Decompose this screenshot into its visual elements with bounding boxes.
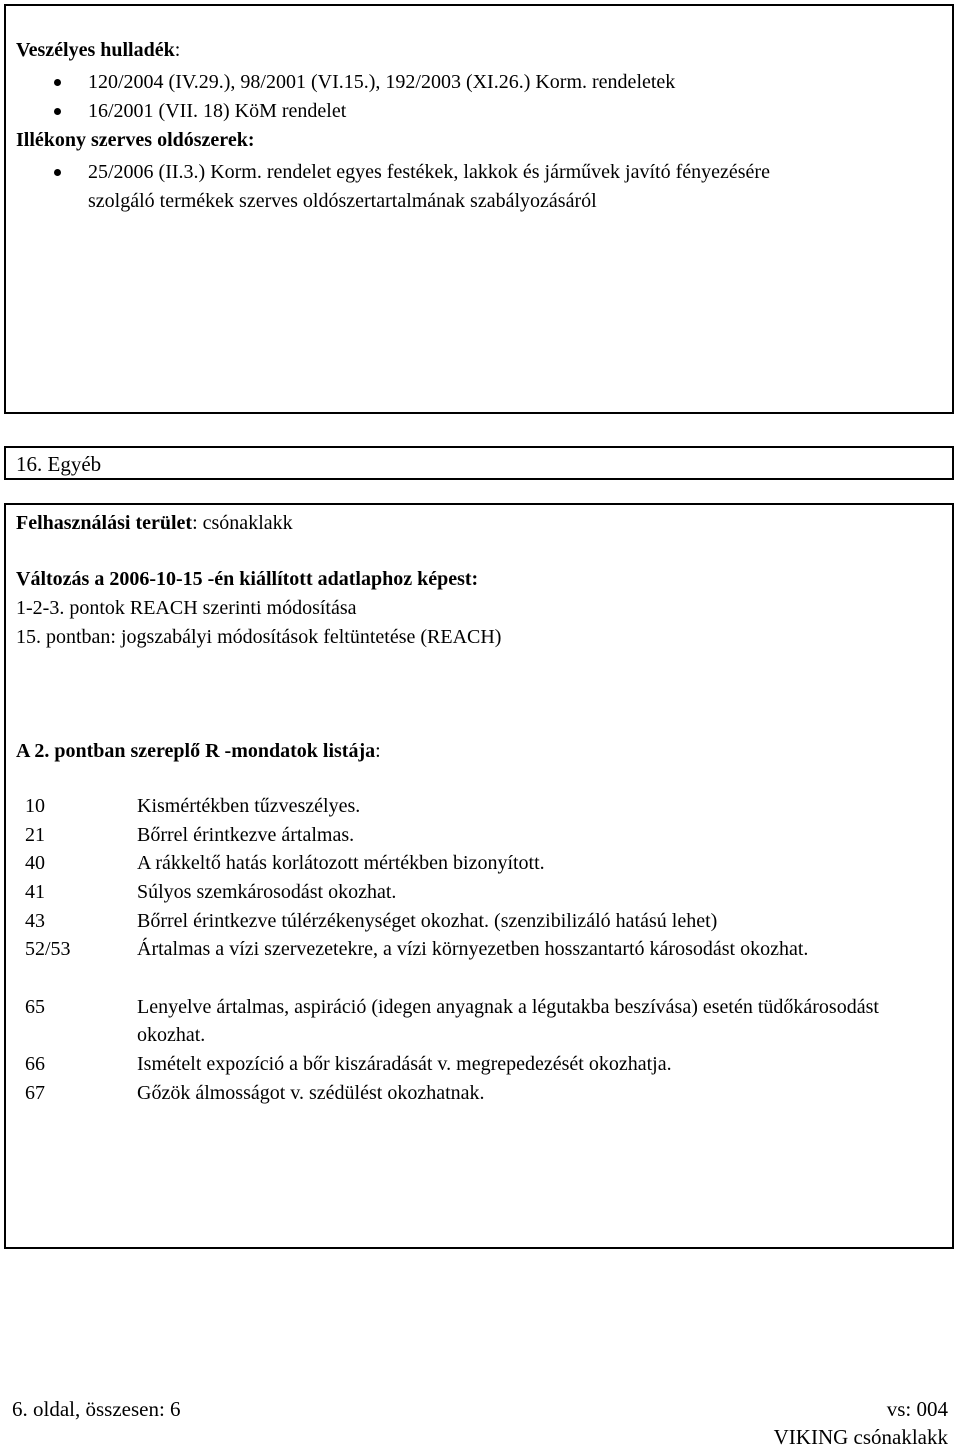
page-number: 6. oldal, összesen: 6 <box>12 1397 181 1421</box>
r-phrase-text: Bőrrel érintkezve ártalmas. <box>137 824 355 846</box>
bullet-icon <box>54 169 61 176</box>
usage-line: Felhasználási terület: csónaklakk <box>16 512 293 534</box>
voc-heading: Illékony szerves oldószerek: <box>16 129 255 151</box>
change-line: 15. pontban: jogszabályi módosítások feltüntetése (REACH) <box>16 626 502 648</box>
section-title: 16. Egyéb <box>16 452 102 476</box>
r-phrase-code: 67 <box>25 1082 45 1104</box>
r-phrase-code: 40 <box>25 852 45 874</box>
r-phrase-code: 21 <box>25 824 45 846</box>
regulations-box: Veszélyes hulladék: 120/2004 (IV.29.), 98/2001 (VI.15.), 192/2003 (XI.26.) Korm. rendeletek 16/2001 (VII. 18) KöM rendelet Illékony szerves oldószerek: 25/2006 (II.3.) Korm. rendelet egyes festékek, lakkok és járművek javító fényezésére szolgáló termékek szerves oldószertartalmának szabályozásáról <box>4 4 954 414</box>
r-phrase-text: Súlyos szemkárosodást okozhat. <box>137 881 397 903</box>
section-header <box>4 446 954 480</box>
other-info-box <box>4 503 954 1249</box>
version-label: vs: 004 <box>886 1397 948 1421</box>
hazardous-waste-heading: Veszélyes hulladék: <box>16 39 181 61</box>
r-phrase-code: 65 <box>25 996 45 1018</box>
r-phrase-code: 43 <box>25 910 45 932</box>
r-phrase-text: Kismértékben tűzveszélyes. <box>137 795 361 817</box>
r-phrase-code: 66 <box>25 1053 45 1075</box>
r-list-heading: A 2. pontban szereplő R -mondatok listája: <box>16 740 381 762</box>
product-name: VIKING csónaklakk <box>773 1425 948 1449</box>
bullet-icon <box>54 108 61 115</box>
r-phrase-text: Ártalmas a vízi szervezetekre, a vízi környezetben hosszantartó károsodást okozhat. <box>137 938 809 960</box>
bullet-icon <box>54 79 61 86</box>
r-phrase-text: Ismételt expozíció a bőr kiszáradását v. megrepedezését okozhatja. <box>137 1053 672 1075</box>
r-phrase-text: Lenyelve ártalmas, aspiráció (idegen anyagnak a légutakba beszívása) esetén tüdőkárosodást okozhat. <box>137 996 879 1046</box>
r-phrase-code: 52/53 <box>25 938 71 960</box>
r-phrase-code: 10 <box>25 795 45 817</box>
r-phrase-text: Bőrrel érintkezve túlérzékenységet okozhat. (szenzibilizáló hatású lehet) <box>137 910 718 932</box>
change-line: 1-2-3. pontok REACH szerinti módosítása <box>16 597 357 619</box>
r-phrase-text: A rákkeltő hatás korlátozott mértékben bizonyított. <box>137 852 545 874</box>
change-heading: Változás a 2006-10-15 -én kiállított adatlaphoz képest: <box>16 568 479 590</box>
r-phrase-code: 41 <box>25 881 45 903</box>
r-phrase-text: Gőzök álmosságot v. szédülést okozhatnak. <box>137 1082 485 1104</box>
